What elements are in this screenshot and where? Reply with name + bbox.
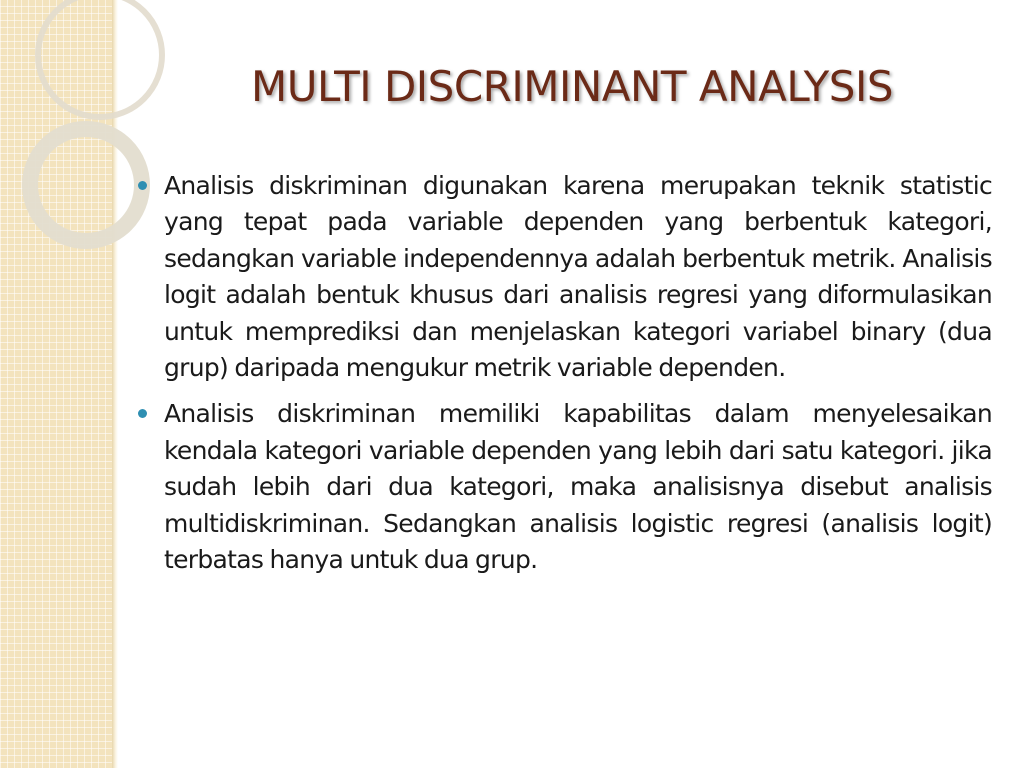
bullet-item bbox=[130, 168, 992, 386]
slide-title: MULTI DISCRIMINANT ANALYSIS bbox=[250, 62, 894, 111]
decorative-ring-small bbox=[30, 129, 142, 241]
bullet-dot-icon bbox=[138, 181, 147, 190]
bullet-dot-icon bbox=[138, 409, 147, 418]
bullet-list bbox=[130, 168, 992, 588]
bullet-text: Analisis diskriminan digunakan karena merupakan teknik statistic yang tepat pada variable dependen yang berbentuk kategori, sedangkan variable independennya adalah berbentuk metrik. Analisis logit adalah bentuk khusus dari analisis regresi yang diformulasikan untuk memprediksi dan menjelaskan kategori variabel binary (dua grup) daripada mengukur metrik variable dependen. bbox=[164, 171, 992, 383]
bullet-item bbox=[130, 396, 992, 578]
bullet-text: Analisis diskriminan memiliki kapabilitas dalam menyelesaikan kendala kategori variable dependen yang lebih dari satu kategori. jika sudah lebih dari dua kategori, maka analisisnya disebut analisis multidiskriminan. Sedangkan analisis logistic regresi (analisis logit) terbatas hanya untuk dua grup. bbox=[164, 399, 992, 575]
